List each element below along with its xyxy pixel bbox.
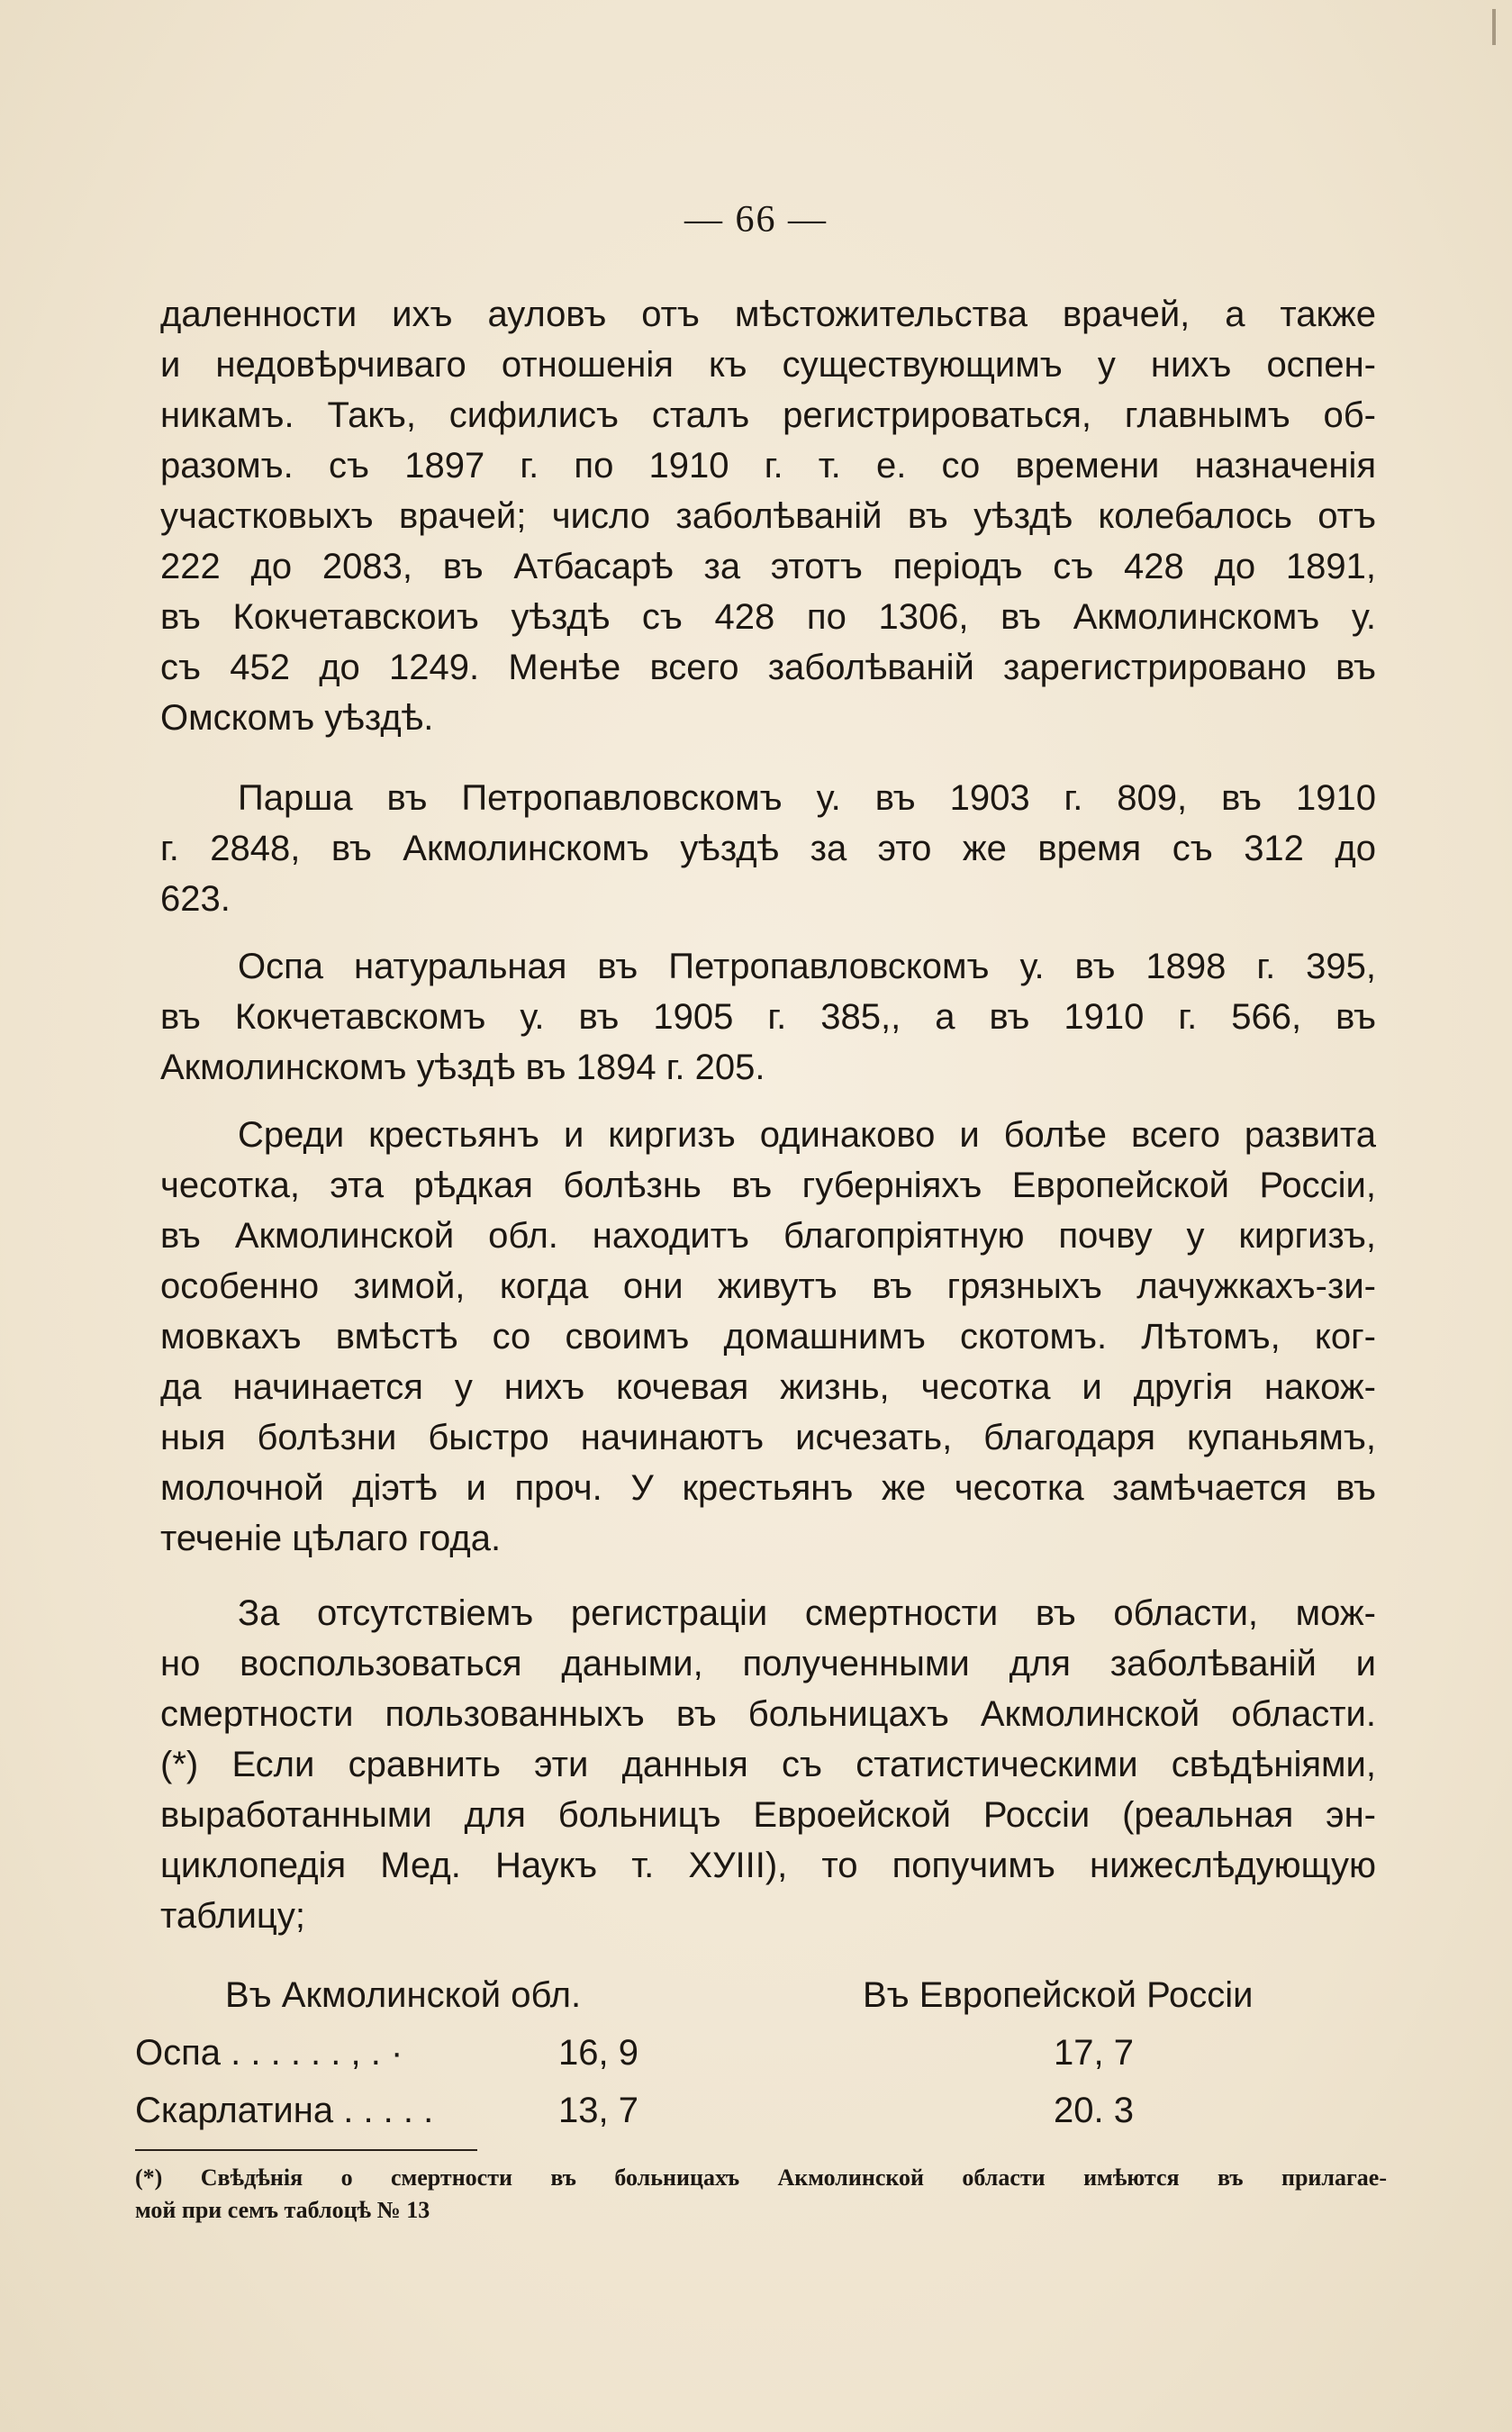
text-line: выработанными для больницъ Евроейской Россіи (реальная эн- [160,1795,1376,1835]
text-line: но воспользоваться даными, полученными для заболѣваній и [160,1644,1376,1683]
paragraph-smallpox [160,941,1376,1093]
text-line: 623. [160,879,231,919]
table-cell-europe: 17, 7 [1054,2033,1134,2073]
text-line: разомъ. съ 1897 г. по 1910 г. т. е. со времени назначенія [160,446,1376,485]
table-row [135,2082,1333,2139]
footnote [135,2162,1387,2227]
text-line: съ 452 до 1249. Менѣе всего заболѣваній зарегистрировано въ [160,648,1376,687]
table-row-label: Оспа . . . . . . , . · [135,2033,403,2073]
paragraph-syphilis [160,289,1376,743]
paragraph-mortality [160,1588,1376,1941]
text-line: въ Акмолинской обл. находитъ благопріятную почву у киргизъ, [160,1216,1376,1256]
text-line: въ Кокчетавскомъ у. въ 1905 г. 385,, а въ 1910 г. 566, въ [160,997,1376,1037]
text-line: чесотка, эта рѣдкая болѣзнь въ губерніяхъ Европейской Россіи, [160,1166,1376,1205]
text-line: Акмолинскомъ уѣздѣ въ 1894 г. 205. [160,1048,765,1087]
paragraph-scab [160,773,1376,924]
text-line: смертности пользованныхъ въ больницахъ Акмолинской области. [160,1694,1376,1734]
text-line: участковыхъ врачей; число заболѣваній въ уѣздѣ колебалось отъ [160,496,1376,536]
text-line: Оспа натуральная въ Петропавловскомъ у. въ 1898 г. 395, [238,947,1376,986]
text-line: теченіе цѣлаго года. [160,1519,502,1558]
text-line: въ Кокчетавскоиъ уѣздѣ съ 428 по 1306, въ Акмолинскомъ у. [160,597,1376,637]
footnote-divider [135,2149,477,2151]
text-line: Парша въ Петропавловскомъ у. въ 1903 г. 809, въ 1910 [238,778,1376,818]
text-line: и недовѣрчиваго отношенія къ существующимъ у нихъ оспен- [160,345,1376,385]
table-row-label: Скарлатина . . . . . [135,2091,434,2130]
text-line: За отсутствіемъ регистраціи смертности въ области, мож- [238,1593,1376,1633]
table-row [135,2024,1333,2082]
text-line: 222 до 2083, въ Атбасарѣ за этотъ періодъ съ 428 до 1891, [160,547,1376,586]
text-line: мовкахъ вмѣстѣ со своимъ домашнимъ скотомъ. Лѣтомъ, ког- [160,1317,1376,1357]
footnote-line: мой при семъ таблоцѣ № 13 [135,2197,430,2223]
footnote-line: (*) Свѣдѣнія о смертности въ больницахъ Акмолинской области имѣются въ прилагае- [135,2164,1387,2191]
table-cell-akmolinsk: 13, 7 [558,2091,638,2130]
page-number: — 66 — [684,199,828,240]
text-line: особенно зимой, когда они живутъ въ грязныхъ лачужкахъ-зи- [160,1266,1376,1306]
text-line: таблицу; [160,1896,305,1936]
text-line: даленности ихъ ауловъ отъ мѣстожительства врачей, а также [160,295,1376,334]
table-cell-europe: 20. 3 [1054,2091,1134,2130]
text-line: Среди крестьянъ и киргизъ одинаково и болѣе всего развита [238,1115,1376,1155]
paragraph-scabies [160,1110,1376,1564]
table-header-europe: Въ Европейской Россіи [863,1975,1254,2015]
text-line: никамъ. Такъ, сифилисъ сталъ регистрироваться, главнымъ об- [160,395,1376,435]
table-header-row [135,1966,1333,2024]
table-cell-akmolinsk: 16, 9 [558,2033,638,2073]
text-line: Омскомъ уѣздѣ. [160,698,434,738]
table-header-akmolinsk: Въ Акмолинской обл. [225,1975,582,2015]
text-line: г. 2848, въ Акмолинскомъ уѣздѣ за это же время съ 312 до [160,829,1376,868]
text-line: да начинается у нихъ кочевая жизнь, чесотка и другія накож- [160,1367,1376,1407]
text-line: циклопедія Мед. Наукъ т. ХУIII), то попучимъ нижеслѣдующую [160,1846,1376,1885]
text-line: (*) Если сравнить эти данныя съ статистическими свѣдѣніями, [160,1745,1376,1784]
text-line: молочной діэтѣ и проч. У крестьянъ же чесотка замѣчается въ [160,1468,1376,1508]
text-line: ныя болѣзни быстро начинаютъ исчезать, благодаря купаньямъ, [160,1418,1376,1457]
comparison-table [135,1966,1333,2139]
scan-edge-mark [1492,9,1496,45]
